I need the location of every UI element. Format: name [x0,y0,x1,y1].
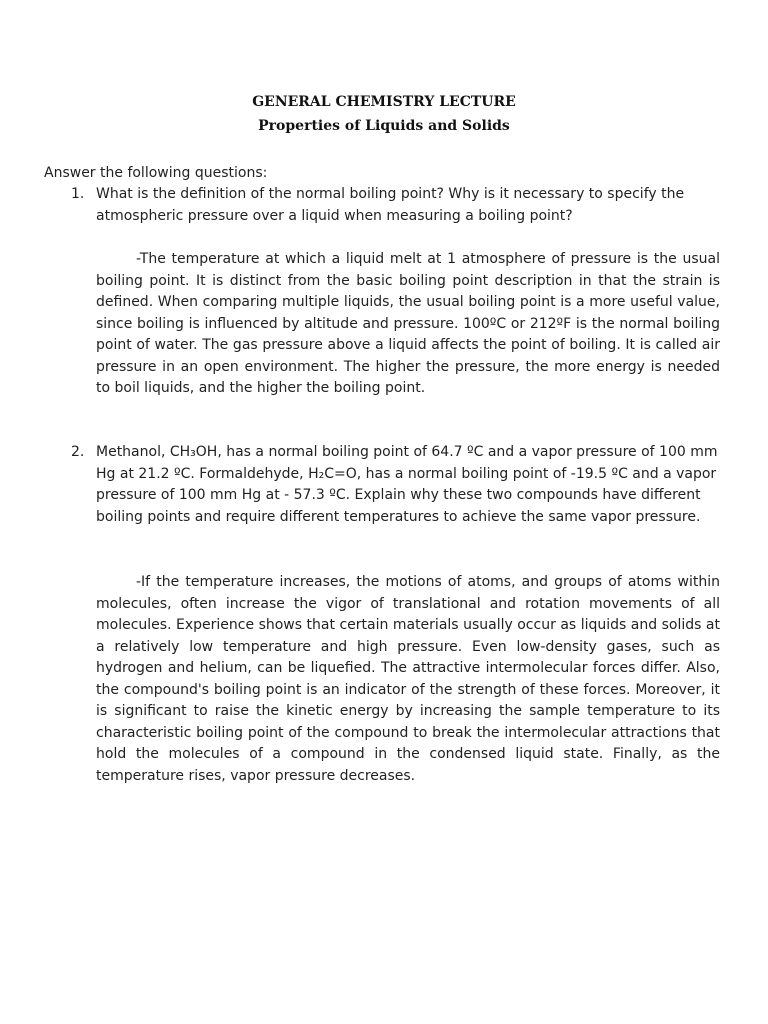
question-2-number: 2. [71,444,85,460]
document-title: GENERAL CHEMISTRY LECTURE [252,94,516,110]
answer-2-text: -If the temperature increases, the motions of atoms, and groups of atoms within molecules, often increase the vigor of translational and rotation movements of all molecules. Experience shows that certain materials usually occur as liquids and solids at a relatively low temperature and high pressure. Even low-density gases, such as hydrogen and helium, can be liquefied. The attractive intermolecular forces differ. Also, the compound's boiling point is an indicator of the strength of these forces. Moreover, it is significant to raise the kinetic energy by increasing the sample temperature to its characteristic boiling point of the compound to break the intermolecular attractions that hold the molecules of a compound in the condensed liquid state. Finally, as the temperature rises, vapor pressure decreases. [96,574,720,784]
instructions-text: Answer the following questions: [44,165,268,181]
document-subtitle: Properties of Liquids and Solids [258,118,510,134]
question-1-text: What is the definition of the normal boiling point? Why is it necessary to specify the atmospheric pressure over a liquid when measuring a boiling point? [96,186,685,224]
question-2-text: Methanol, CH₃OH, has a normal boiling point of 64.7 ºC and a vapor pressure of 100 mm Hg at 21.2 ºC. Formaldehyde, H₂C=O, has a normal boiling point of -19.5 ºC and a vapor pressure of 100 mm Hg at - 57.3 ºC. Explain why these two compounds have different boiling points and require different temperatures to achieve the same vapor pressure. [96,444,718,525]
answer-1-text: -The temperature at which a liquid melt at 1 atmosphere of pressure is the usual boiling point. It is distinct from the basic boiling point description in that the strain is defined. When comparing multiple liquids, the usual boiling point is a more useful value, since boiling is influenced by altitude and pressure. 100ºC or 212ºF is the normal boiling point of water. The gas pressure above a liquid affects the point of boiling. It is called air pressure in an open environment. The higher the pressure, the more energy is needed to boil liquids, and the higher the boiling point. [96,251,720,396]
question-1-number: 1. [71,186,85,202]
